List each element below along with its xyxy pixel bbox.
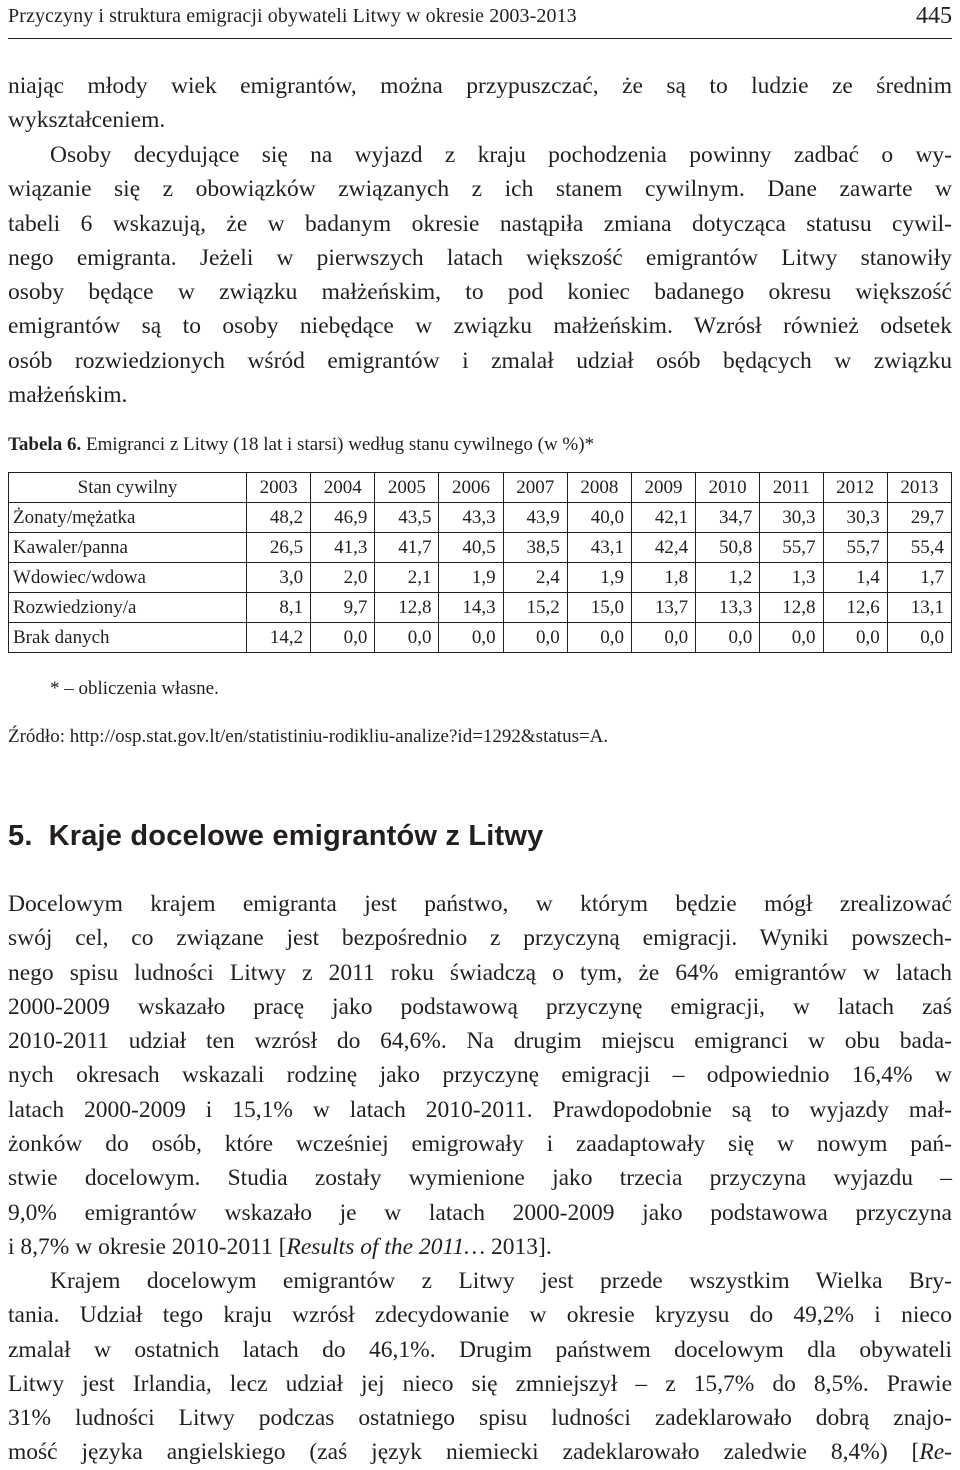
text-line: latach 2000-2009 i 15,1% w latach 2010-2011. Prawdopodobnie są to wyjazdy mał-: [8, 1096, 952, 1123]
citation-italic: Re-: [919, 1439, 952, 1466]
value-cell: 1,2: [696, 563, 760, 593]
value-cell: 38,5: [503, 533, 567, 563]
text-line: 9,0% emigrantów wskazało je w latach 2000-2009 jako podstawowa przyczyna: [8, 1199, 952, 1226]
text-line: 2000-2009 wskazało pracę jako podstawową przyczynę emigracji, w latach zaś: [8, 993, 952, 1020]
table-row: [9, 533, 952, 563]
text-line: osoby będące w związku małżeńskim, to pod koniec badanego okresu większość: [8, 279, 952, 306]
table-caption-label: Tabela 6.: [8, 434, 82, 455]
value-cell: 12,8: [760, 593, 823, 623]
row-label-cell: Wdowiec/wdowa: [9, 563, 247, 593]
value-cell: 12,8: [375, 593, 439, 623]
value-cell: 40,0: [567, 503, 631, 533]
value-cell: 55,4: [887, 533, 951, 563]
text-line: tania. Udział tego kraju wzrósł zdecydowanie w okresie kryzysu do 49,2% i nieco: [8, 1302, 952, 1329]
value-cell: 1,4: [823, 563, 887, 593]
value-cell: 2,4: [503, 563, 567, 593]
column-header: 2003: [247, 473, 311, 503]
value-cell: 13,1: [887, 593, 951, 623]
paragraph-3: [8, 887, 952, 1264]
page-number: 445: [916, 3, 952, 29]
column-header: 2012: [823, 473, 887, 503]
value-cell: 3,0: [247, 563, 311, 593]
table-row: [9, 563, 952, 593]
table-row: [9, 503, 952, 533]
value-cell: 43,1: [567, 533, 631, 563]
value-cell: 34,7: [696, 503, 760, 533]
table-source: Źródło: http://osp.stat.gov.lt/en/statistiniu-rodikliu-analize?id=1292&status=A.: [8, 726, 609, 747]
text-line: Osoby decydujące się na wyjazd z kraju pochodzenia powinny zadbać o wy-: [50, 142, 952, 168]
value-cell: 1,8: [631, 563, 695, 593]
paragraph-1: [8, 69, 952, 138]
text-line: Litwy jest Irlandia, lecz udział jej nieco się zmniejszył – z 15,7% do 8,5%. Prawie: [8, 1370, 952, 1397]
row-label-cell: Rozwiedziony/a: [9, 593, 247, 623]
value-cell: 12,6: [823, 593, 887, 623]
column-header: 2007: [503, 473, 567, 503]
value-cell: 9,7: [311, 593, 375, 623]
value-cell: 46,9: [311, 503, 375, 533]
column-header: Stan cywilny: [9, 473, 247, 503]
text-line: Krajem docelowym emigrantów z Litwy jest przede wszystkim Wielka Bry-: [50, 1268, 952, 1294]
column-header: 2009: [631, 473, 695, 503]
text-line: małżeńskim.: [8, 382, 128, 409]
text-line: tabeli 6 wskazują, że w badanym okresie nastąpiła zmiana dotycząca statusu cywil-: [8, 210, 952, 237]
table-row: [9, 623, 952, 653]
value-cell: 0,0: [760, 623, 823, 653]
text-line: nego emigranta. Jeżeli w pierwszych latach większość emigrantów Litwy stanowiły: [8, 244, 952, 271]
value-cell: 0,0: [375, 623, 439, 653]
column-header: 2008: [567, 473, 631, 503]
value-cell: 1,9: [439, 563, 503, 593]
value-cell: 14,3: [439, 593, 503, 623]
value-cell: 13,7: [631, 593, 695, 623]
column-header: 2011: [760, 473, 823, 503]
value-cell: 1,3: [760, 563, 823, 593]
section-heading: [8, 820, 543, 853]
text-line: nych okresach wskazali rodzinę jako przyczynę emigracji – odpowiednio 16,4% w: [8, 1062, 952, 1089]
table-note: * – obliczenia własne.: [50, 678, 219, 699]
section-title: Kraje docelowe emigrantów z Litwy: [48, 820, 544, 852]
table-caption: [8, 434, 594, 456]
value-cell: 43,9: [503, 503, 567, 533]
value-cell: 1,7: [887, 563, 951, 593]
text-line: [8, 1435, 952, 1469]
value-cell: 41,7: [375, 533, 439, 563]
value-cell: 2,1: [375, 563, 439, 593]
text-line: [8, 1230, 952, 1264]
value-cell: 29,7: [887, 503, 951, 533]
table-header-row: [9, 473, 952, 503]
text-line: 2010-2011 udział ten wzrósł do 64,6%. Na drugim miejscu emigranci w obu bada-: [8, 1028, 952, 1055]
value-cell: 0,0: [696, 623, 760, 653]
column-header: 2006: [439, 473, 503, 503]
running-title: Przyczyny i struktura emigracji obywateli Litwy w okresie 2003-2013: [8, 5, 577, 27]
paragraph-4: [8, 1264, 952, 1470]
value-cell: 0,0: [503, 623, 567, 653]
value-cell: 0,0: [567, 623, 631, 653]
value-cell: 42,1: [631, 503, 695, 533]
value-cell: 2,0: [311, 563, 375, 593]
value-cell: 0,0: [631, 623, 695, 653]
value-cell: 48,2: [247, 503, 311, 533]
value-cell: 1,9: [567, 563, 631, 593]
text-fragment: i 8,7% w okresie 2010-2011 [: [8, 1233, 287, 1260]
text-line: wiązanie się z obowiązków związanych z ich stanem cywilnym. Dane zawarte w: [8, 176, 952, 203]
value-cell: 40,5: [439, 533, 503, 563]
page-header: [8, 0, 952, 39]
value-cell: 8,1: [247, 593, 311, 623]
value-cell: 30,3: [823, 503, 887, 533]
column-header: 2004: [311, 473, 375, 503]
value-cell: 41,3: [311, 533, 375, 563]
text-line: wykształceniem.: [8, 107, 166, 134]
row-label-cell: Żonaty/mężatka: [9, 503, 247, 533]
value-cell: 0,0: [439, 623, 503, 653]
value-cell: 43,3: [439, 503, 503, 533]
value-cell: 26,5: [247, 533, 311, 563]
text-fragment: 2013].: [485, 1233, 552, 1260]
value-cell: 0,0: [887, 623, 951, 653]
value-cell: 15,2: [503, 593, 567, 623]
paragraph-2: [8, 138, 952, 412]
text-line: osób rozwiedzionych wśród emigrantów i zmalał udział osób będących w związku: [8, 347, 952, 374]
table-row: [9, 593, 952, 623]
value-cell: 0,0: [823, 623, 887, 653]
text-line: Docelowym krajem emigranta jest państwo, w którym będzie mógł zrealizować: [8, 891, 952, 917]
value-cell: 55,7: [823, 533, 887, 563]
value-cell: 42,4: [631, 533, 695, 563]
row-label-cell: Brak danych: [9, 623, 247, 653]
value-cell: 14,2: [247, 623, 311, 653]
row-label-cell: Kawaler/panna: [9, 533, 247, 563]
text-line: niając młody wiek emigrantów, można przypuszczać, że są to ludzie ze średnim: [8, 73, 952, 99]
value-cell: 30,3: [760, 503, 823, 533]
text-line: zmalał w ostatnich latach do 46,1%. Drugim państwem docelowym dla obywateli: [8, 1336, 952, 1363]
text-line: żonków do osób, które wcześniej emigrowały i zaadaptowały się w nowym pań-: [8, 1131, 952, 1158]
column-header: 2013: [887, 473, 951, 503]
text-line: emigrantów są to osoby niebędące w związku małżeńskim. Wzrósł również odsetek: [8, 313, 952, 340]
value-cell: 43,5: [375, 503, 439, 533]
column-header: 2005: [375, 473, 439, 503]
marital-status-table: [8, 472, 952, 653]
text-line: 31% ludności Litwy podczas ostatniego spisu ludności zadeklarowało dobrą znajo-: [8, 1405, 952, 1432]
text-line: stwie docelowym. Studia zostały wymienione jako trzecia przyczyna wyjazdu –: [8, 1165, 952, 1192]
value-cell: 50,8: [696, 533, 760, 563]
text-line: swój cel, co związane jest bezpośrednio z przyczyną emigracji. Wyniki powszech-: [8, 925, 952, 952]
value-cell: 15,0: [567, 593, 631, 623]
text-line: nego spisu ludności Litwy z 2011 roku świadczą o tym, że 64% emigrantów w latach: [8, 959, 952, 986]
text-fragment: mość języka angielskiego (zaś język niemiecki zadeklarowało zaledwie 8,4%) [: [8, 1439, 920, 1466]
citation-italic: Results of the 2011…: [286, 1233, 486, 1260]
value-cell: 55,7: [760, 533, 823, 563]
value-cell: 13,3: [696, 593, 760, 623]
section-number: 5.: [8, 820, 33, 852]
column-header: 2010: [696, 473, 760, 503]
value-cell: 0,0: [311, 623, 375, 653]
table-caption-text: Emigranci z Litwy (18 lat i starsi) według stanu cywilnego (w %)*: [85, 434, 595, 455]
